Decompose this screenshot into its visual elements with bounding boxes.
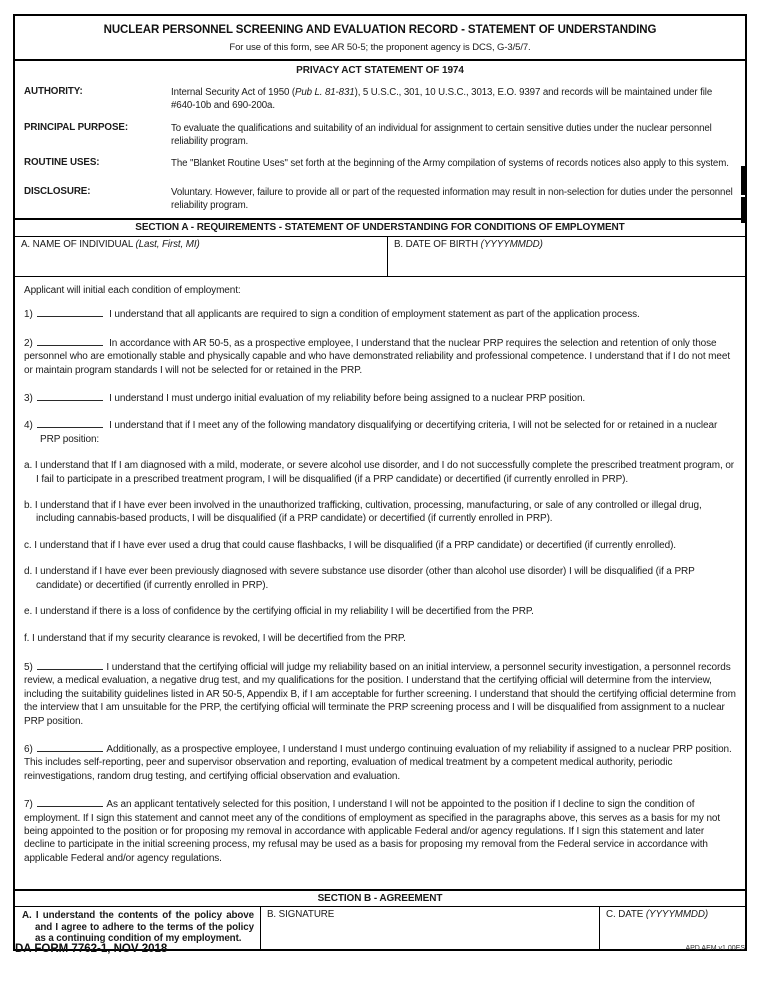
item-1-number: 1) [24,309,33,321]
subitem-f-letter: f. [24,632,30,644]
item-5-text: I understand that the certifying official will judge my reliability based on an initial interview, a personnel security investigation, a personnel records review, a medical evaluation, a negative drug test, and my qualifications for the position. I understand that the certifying official will determine from the interview, including the suitability guidelines listed in AR 50-5, Appendix B, if I am acceptable for further screening. I understand that should the certifying official determine from the interview that I am unsuitable for the PRP, the certifying official will terminate the PRP screening process and I will be disqualified from assignment to a nuclear PRP position. [24,661,736,727]
disclosure-text: Voluntary. However, failure to provide all or part of the requested information may result in non-selection for duties under the personnel reliability program. [171,187,733,211]
subitem-f-text: I understand that if my security clearance is revoked, I will be decertified from the PRP. [32,632,406,644]
condition-item-1 [24,307,736,321]
principal-purpose-row [15,122,745,148]
item-7-text: As an applicant tentatively selected for this position, I understand I will not be appointed to the position if I decline to sign the condition of employment. If I sign this statement and cannot meet any of the conditions of employment as specified in the paragraphs above, this serves as a basis for my not being appointed to the position or for proposing my removal in accordance with applicable Federal and/or agency regulations. If I sign this statement and later decline to participate in the initial screening process, my refusal may be used as a basis for proposing my removal from the Federal service in accordance with applicable Federal and/or agency regulations. [24,799,721,864]
form-number: DA FORM 7762-1, NOV 2018 [15,943,168,955]
principal-purpose-text: To evaluate the qualifications and suitability of an individual for assignment to certain sensitive duties under the nuclear personnel reliability program. [171,123,712,147]
initial-blank-6[interactable] [37,742,103,752]
authority-text: Internal Security Act of 1950 (Pub L. 81-831), 5 U.S.C., 301, 10 U.S.C., 3013, E.O. 9397 and records will be maintained under file #640-10b and 690-200a. [171,87,713,111]
subitem-c-letter: c. [24,539,32,551]
date-of-birth-field[interactable] [387,237,745,276]
agreement-text: I understand the contents of the policy above and I agree to adhere to the terms of the policy as a continuing condition of my employment. [35,910,255,945]
name-field-hint: (Last, First, MI) [135,239,200,250]
condition-item-6 [24,742,736,783]
authority-row [15,86,745,112]
subitem-b-text: I understand that if I have ever been involved in the unauthorized trafficking, cultivation, processing, manufacturing, or sale of any controlled or illegal drug, including cannabis-based products, I will be disqualified (if a PRP candidate) or decertified (if currently enrolled in PRP). [34,500,702,525]
scan-artifact [741,197,747,223]
section-a-fields [15,237,745,277]
apd-version: APD AEM v1.00ES [685,945,745,952]
da-form-7762-1 [13,14,747,951]
subitem-d-text: I understand if I have ever been previously diagnosed with severe substance use disorder (other than alcohol use disorder) I will be disqualified (if a PRP candidate) or decertified (if currently enrolled in PRP). [34,566,695,591]
section-a-header: SECTION A - REQUIREMENTS - STATEMENT OF UNDERSTANDING FOR CONDITIONS OF EMPLOYMENT [15,220,745,237]
agreement-label: A. [22,910,32,921]
form-title-block [15,16,745,61]
condition-item-4 [24,418,736,446]
scan-artifact [741,166,747,195]
item-3-number: 3) [24,393,33,405]
condition-item-5 [24,660,736,728]
condition-item-3 [24,391,736,405]
name-field-label: A. NAME OF INDIVIDUAL [21,239,133,250]
privacy-act-title: PRIVACY ACT STATEMENT OF 1974 [296,65,464,76]
item-7-number: 7) [24,799,33,811]
initial-blank-1[interactable] [37,307,103,317]
condition-subitem-d [24,565,736,592]
principal-purpose-label: PRINCIPAL PURPOSE: [24,122,128,133]
item-1-text: I understand that all applicants are required to sign a condition of employment statement as part of the application process. [109,309,640,321]
item-2-number: 2) [24,337,33,349]
initial-blank-3[interactable] [37,391,103,401]
dob-field-hint: (YYYYMMDD) [480,239,543,250]
section-b [15,889,745,949]
initial-blank-5[interactable] [37,660,103,670]
form-footer [13,941,747,959]
conditions-body [15,277,745,889]
section-b-header: SECTION B - AGREEMENT [15,891,745,907]
signature-label: B. SIGNATURE [267,909,335,920]
subitem-a-text: I understand that If I am diagnosed with a mild, moderate, or severe alcohol use disorder, and I do not successfully complete the prescribed treatment program, or I fail to participate in a prescribed treatment program, I will be disqualified (if a PRP candidate) or decertified (if currently enrolled in PRP). [34,460,735,485]
condition-subitem-c [24,539,736,552]
subitem-d-letter: d. [24,566,33,578]
date-label: C. DATE [606,909,644,920]
routine-uses-label: ROUTINE USES: [24,157,100,168]
agreement-statement [22,910,254,945]
conditions-intro: Applicant will initial each condition of employment: [24,285,241,296]
initial-blank-7[interactable] [37,797,103,807]
date-hint: (YYYYMMDD) [645,909,708,920]
item-4-number: 4) [24,420,33,432]
initial-blank-4[interactable] [37,418,103,428]
subitem-a-letter: a. [24,460,33,472]
condition-item-2 [24,336,736,377]
disclosure-label: DISCLOSURE: [24,186,91,197]
condition-subitem-a [24,459,736,486]
routine-uses-text: The "Blanket Routine Uses" set forth at the beginning of the Army compilation of systems of records notices also apply to this system. [171,158,729,169]
subitem-e-letter: e. [24,606,33,618]
routine-uses-row [15,157,745,170]
item-5-number: 5) [24,661,33,673]
form-subtitle: For use of this form, see AR 50-5; the proponent agency is DCS, G-3/5/7. [229,42,531,53]
form-title: NUCLEAR PERSONNEL SCREENING AND EVALUATION RECORD - STATEMENT OF UNDERSTANDING [103,24,657,36]
condition-subitem-e [24,605,736,618]
subitem-e-text: I understand if there is a loss of confidence by the certifying official in my reliability I will be decertified from the PRP. [34,606,534,618]
dob-field-label: B. DATE OF BIRTH [394,239,479,250]
subitem-c-text: I understand that if I have ever used a drug that could cause flashbacks, I will be disqualified (if a PRP candidate) or decertified (if currently enrolled). [34,539,676,551]
item-6-number: 6) [24,743,33,755]
item-6-text: Additionally, as a prospective employee, I understand I must undergo continuing evaluation of my reliability if assigned to a nuclear PRP position. This includes self-reporting, peer and supervisor observation and reporting, evaluation of medical treatment by a competent medical authority, periodic reinvestigations, random drug testing, and certifying official observation and evaluation. [24,743,732,782]
initial-blank-2[interactable] [37,336,103,346]
item-3-text: I understand I must undergo initial evaluation of my reliability before being assigned to a nuclear PRP position. [109,393,586,405]
condition-subitem-f [24,632,736,645]
condition-item-7 [24,797,736,865]
authority-label: AUTHORITY: [24,86,83,97]
disclosure-row [15,186,745,212]
item-4-text: I understand that if I meet any of the following mandatory disqualifying or decertifying criteria, I will not be selected for or retained in a nuclear PRP position: [40,420,718,445]
name-of-individual-field[interactable] [15,237,387,276]
condition-subitem-b [24,499,736,526]
privacy-act-statement [15,61,745,220]
item-2-text: In accordance with AR 50-5, as a prospective employee, I understand that the nuclear PRP requires the selection and retention of only those personnel who are emotionally stable and physically capable and who have demonstrated reliability and professional competence. I understand that if I do not meet or maintain program standards I will not be selected for or retained in the PRP. [24,337,731,376]
subitem-b-letter: b. [24,500,33,512]
